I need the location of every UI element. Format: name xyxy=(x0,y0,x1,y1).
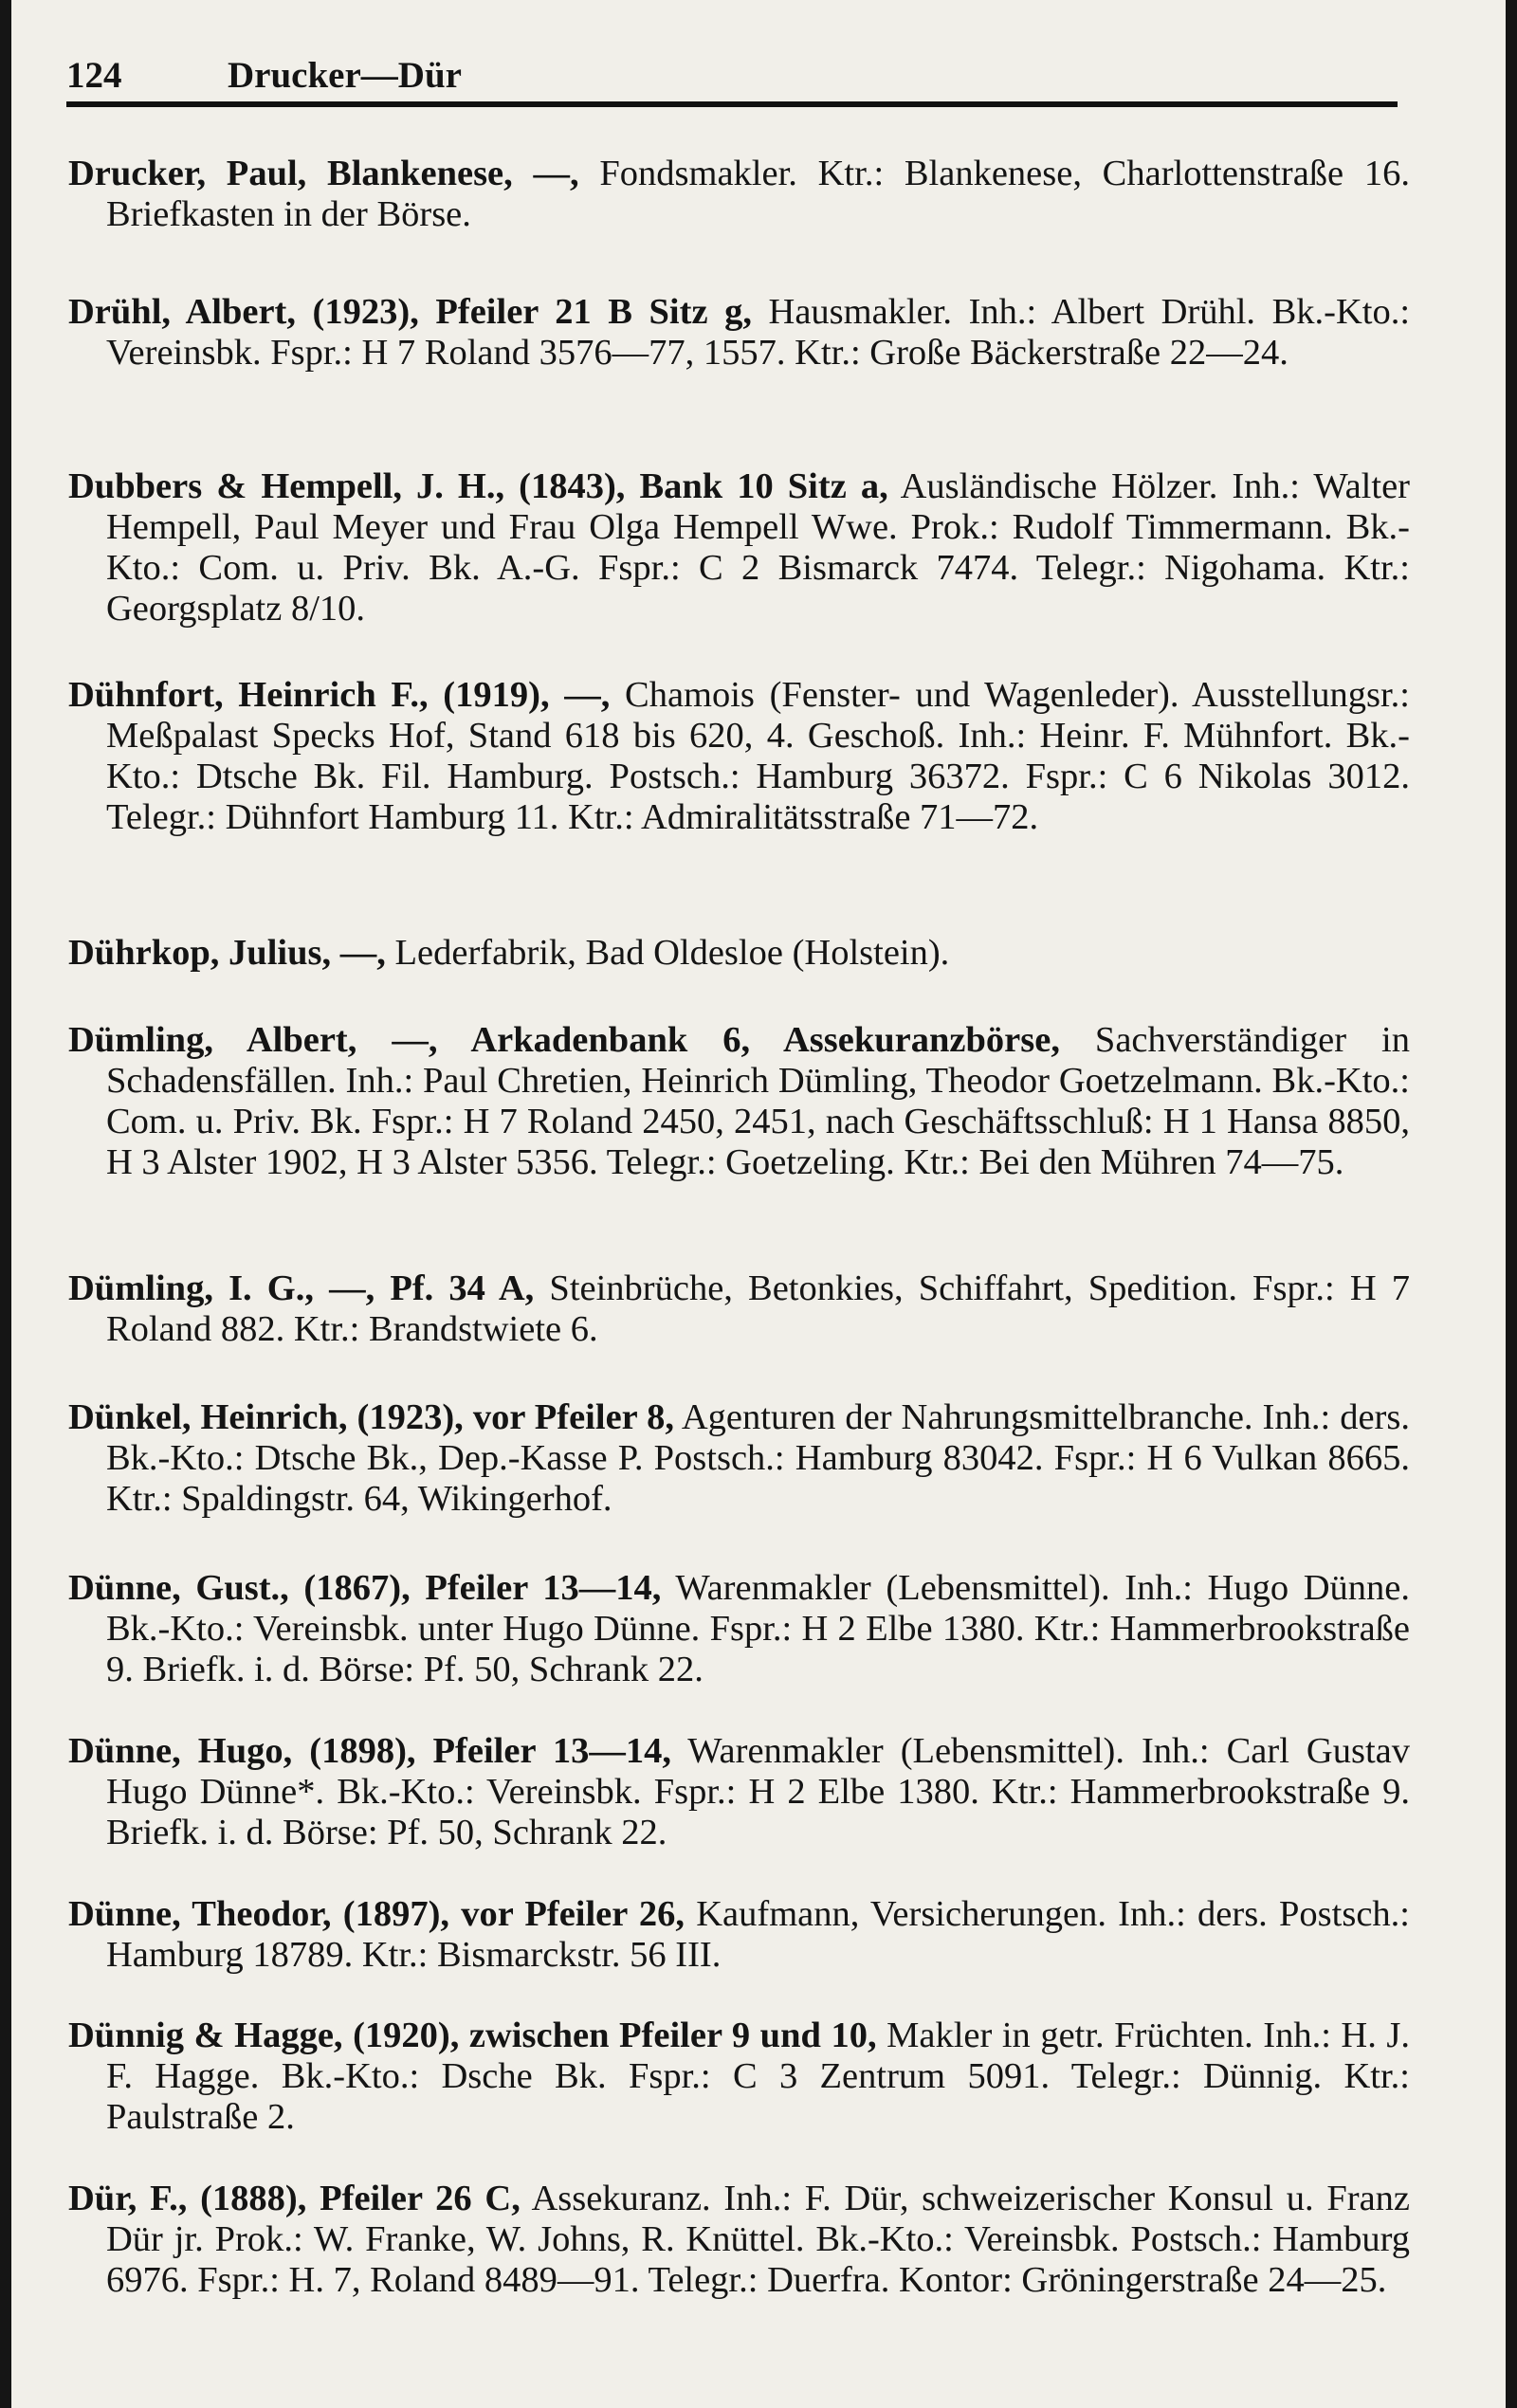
directory-entry xyxy=(68,1268,1410,1350)
directory-entry xyxy=(68,466,1410,629)
entry-location: Bank 10 Sitz a, xyxy=(625,466,888,506)
entry-location: vor Pfeiler 8, xyxy=(463,1397,674,1437)
entry-text: Steinbrüche, Betonkies, Schiffahrt, Spedition. Fspr.: H 7 Roland 882. Ktr.: Brandstwiete 6. xyxy=(106,1268,1410,1349)
directory-entry xyxy=(68,292,1410,374)
entry-text: Fondsmakler. Ktr.: Blankenese, Charlottenstraße 16. Briefkasten in der Börse. xyxy=(106,154,1410,234)
entry-text: Kaufmann, Versicherungen. Inh.: ders. Postsch.: Hamburg 18789. Ktr.: Bismarckstr. 56 III. xyxy=(106,1894,1411,1975)
directory-entry xyxy=(68,2179,1410,2301)
entry-name: Dührkop, Julius, —, xyxy=(68,933,386,973)
entry-text: Chamois (Fenster- und Wagenleder). Ausstellungsr.: Meßpalast Specks Hof, Stand 618 bis 620, 4. Geschoß. Inh.: Heinr. F. Mühnfort. Bk.-Kto.: Dtsche Bk. Fil. Hamburg. Postsch.: Hamburg 36372. Fspr.: C 6 Nikolas 3012. Telegr.: Dühnfort Hamburg 11. Ktr.: Admiralitätsstraße 71—72. xyxy=(106,675,1410,837)
entry-location: Pfeiler 26 C, xyxy=(306,2179,521,2218)
entry-text: Hausmakler. Inh.: Albert Drühl. Bk.-Kto.: Vereinsbk. Fspr.: H 7 Roland 3576—77, 1557. Ktr.: Große Bäckerstraße 22—24. xyxy=(106,292,1411,373)
entry-text: Lederfabrik, Bad Oldesloe (Holstein). xyxy=(385,933,950,973)
entry-text: Agenturen der Nahrungsmittelbranche. Inh.: ders. Bk.-Kto.: Dtsche Bk., Dep.-Kasse P. Postsch.: Hamburg 83042. Fspr.: H 6 Vulkan 8665. Ktr.: Spaldingstr. 64, Wikingerhof. xyxy=(106,1397,1410,1519)
page-number: 124 xyxy=(66,55,122,96)
entry-text: Warenmakler (Lebensmittel). Inh.: Hugo Dünne. Bk.-Kto.: Vereinsbk. unter Hugo Dünne. Fspr.: H 2 Elbe 1380. Ktr.: Hammerbrookstraße 9. Briefk. i. d. Börse: Pf. 50, Schrank 22. xyxy=(106,1568,1410,1689)
entry-name: Dümling, I. G., —, xyxy=(68,1268,375,1308)
directory-entry xyxy=(68,154,1410,235)
entry-location: Pfeiler 13—14, xyxy=(410,1568,662,1608)
directory-entries xyxy=(11,0,1506,2408)
entry-name: Dühnfort, Heinrich F., (1919), —, xyxy=(68,675,611,715)
entry-name: Dünkel, Heinrich, (1923), xyxy=(68,1397,464,1437)
entry-name: Dünne, Gust., (1867), xyxy=(68,1568,411,1608)
directory-entry xyxy=(68,1020,1410,1183)
entry-text: Sachverständiger in Schadensfällen. Inh.: Paul Chretien, Heinrich Dümling, Theodor Goetzelmann. Bk.-Kto.: Com. u. Priv. Bk. Fspr.: H 7 Roland 2450, 2451, nach Geschäftsschluß: H 1 Hansa 8850, H 3 Alster 1902, H 3 Alster 5356. Telegr.: Goetzeling. Ktr.: Bei den Mühren 74—75. xyxy=(106,1020,1410,1182)
entry-location: Pf. 34 A, xyxy=(375,1268,535,1308)
running-head: Drucker—Dür xyxy=(228,55,462,96)
directory-page xyxy=(11,0,1506,2408)
entry-location: zwischen Pfeiler 9 und 10, xyxy=(459,2016,877,2055)
entry-text: Makler in getr. Früchten. Inh.: H. J. F. Hagge. Bk.-Kto.: Dsche Bk. Fspr.: C 3 Zentrum 5091. Telegr.: Dünnig. Ktr.: Paulstraße 2. xyxy=(106,2016,1411,2137)
entry-text: Ausländische Hölzer. Inh.: Walter Hempell, Paul Meyer und Frau Olga Hempell Wwe. Prok.: Rudolf Timmermann. Bk.-Kto.: Com. u. Priv. Bk. A.-G. Fspr.: C 2 Bismarck 7474. Telegr.: Nigohama. Ktr.: Georgsplatz 8/10. xyxy=(106,466,1410,629)
entry-name: Dünne, Hugo, (1898), xyxy=(68,1731,416,1771)
entry-location: Pfeiler 21 B Sitz g, xyxy=(418,292,752,332)
directory-entry xyxy=(68,1568,1410,1690)
directory-entry xyxy=(68,1894,1410,1976)
entry-name: Drucker, Paul, Blankenese, —, xyxy=(68,154,579,193)
directory-entry xyxy=(68,675,1410,838)
entry-text: Warenmakler (Lebensmittel). Inh.: Carl Gustav Hugo Dünne*. Bk.-Kto.: Vereinsbk. Fspr.: H 2 Elbe 1380. Ktr.: Hammerbrookstraße 9. Briefk. i. d. Börse: Pf. 50, Schrank 22. xyxy=(106,1731,1410,1852)
entry-name: Dünne, Theodor, (1897), xyxy=(68,1894,450,1934)
entry-name: Dümling, Albert, —, xyxy=(68,1020,438,1060)
directory-entry xyxy=(68,2016,1410,2138)
entry-text: Assekuranz. Inh.: F. Dür, schweizerischer Konsul u. Franz Dür jr. Prok.: W. Franke, W. Johns, R. Knüttel. Bk.-Kto.: Vereinsbk. Postsch.: Hamburg 6976. Fspr.: H. 7, Roland 8489—91. Telegr.: Duerfra. Kontor: Gröningerstraße 24—25. xyxy=(106,2179,1410,2300)
directory-entry xyxy=(68,1731,1410,1853)
entry-name: Dünnig & Hagge, (1920), xyxy=(68,2016,460,2055)
directory-entry xyxy=(68,1397,1410,1520)
entry-name: Dür, F., (1888), xyxy=(68,2179,307,2218)
entry-location: vor Pfeiler 26, xyxy=(449,1894,685,1934)
entry-location: Pfeiler 13—14, xyxy=(415,1731,671,1771)
directory-entry xyxy=(68,933,1410,974)
entry-location: Arkadenbank 6, Assekuranzbörse, xyxy=(437,1020,1060,1060)
entry-name: Dubbers & Hempell, J. H., (1843), xyxy=(68,466,626,506)
entry-name: Drühl, Albert, (1923), xyxy=(68,292,419,332)
